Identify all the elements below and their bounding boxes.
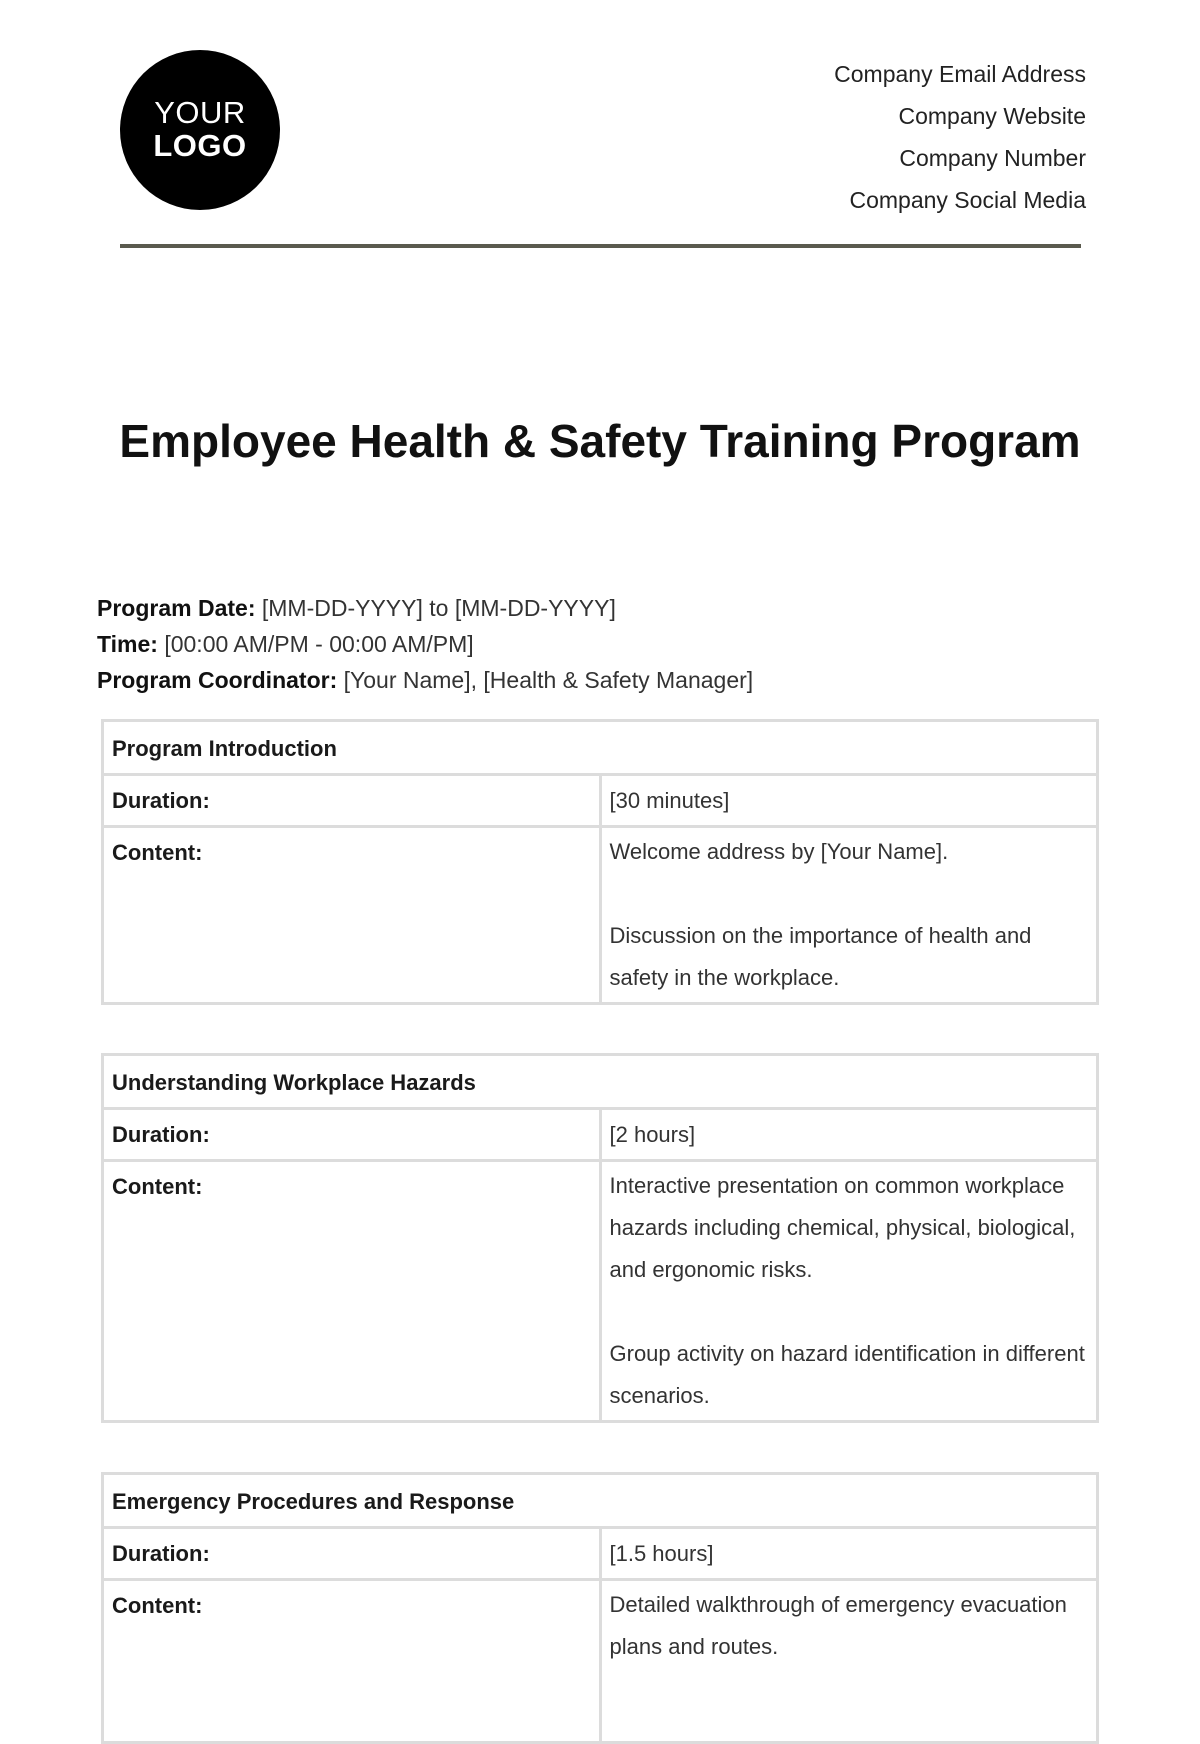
- content-paragraph: Discussion on the importance of health and safety in the workplace.: [609, 923, 1032, 990]
- content-paragraph: Welcome address by [Your Name].: [609, 839, 949, 864]
- company-number: Company Number: [899, 145, 1086, 171]
- content-value: [600, 827, 1098, 1004]
- section-heading: Understanding Workplace Hazards: [103, 1055, 1098, 1109]
- program-coordinator-label: Program Coordinator:: [97, 667, 338, 693]
- section-heading: Emergency Procedures and Response: [103, 1474, 1098, 1528]
- section-program-introduction: [101, 719, 1099, 1005]
- company-website: Company Website: [898, 103, 1086, 129]
- company-logo: [120, 50, 280, 210]
- section-heading: Program Introduction: [103, 721, 1098, 775]
- program-time-label: Time:: [97, 631, 158, 657]
- program-date-line: [97, 590, 753, 626]
- duration-value: [2 hours]: [600, 1109, 1098, 1161]
- program-date-label: Program Date:: [97, 595, 256, 621]
- program-date-value: [MM-DD-YYYY] to [MM-DD-YYYY]: [255, 595, 616, 621]
- company-contact-block: [834, 53, 1086, 221]
- section-understanding-workplace-hazards: [101, 1053, 1099, 1423]
- content-value: [600, 1161, 1098, 1422]
- content-paragraph: Group activity on hazard identification in different scenarios.: [609, 1341, 1085, 1408]
- company-social-media: Company Social Media: [849, 187, 1086, 213]
- header-divider: [120, 244, 1081, 248]
- duration-label: Duration:: [103, 1109, 601, 1161]
- program-time-line: [97, 626, 753, 662]
- content-value: [600, 1580, 1098, 1743]
- program-coordinator-line: [97, 662, 753, 698]
- duration-value: [30 minutes]: [600, 775, 1098, 827]
- logo-text-logo: LOGO: [153, 128, 247, 163]
- content-label: Content:: [103, 827, 601, 1004]
- logo-text-your: YOUR: [154, 95, 246, 131]
- company-email: Company Email Address: [834, 61, 1086, 87]
- section-emergency-procedures: [101, 1472, 1099, 1744]
- duration-label: Duration:: [103, 775, 601, 827]
- document-title: Employee Health & Safety Training Program: [119, 415, 1081, 467]
- content-paragraph: Detailed walkthrough of emergency evacuation plans and routes.: [609, 1592, 1067, 1659]
- content-label: Content:: [103, 1161, 601, 1422]
- duration-value: [1.5 hours]: [600, 1528, 1098, 1580]
- duration-label: Duration:: [103, 1528, 601, 1580]
- content-label: Content:: [103, 1580, 601, 1743]
- content-paragraph: Interactive presentation on common workplace hazards including chemical, physical, biological, and ergonomic risks.: [609, 1173, 1076, 1282]
- program-coordinator-value: [Your Name], [Health & Safety Manager]: [337, 667, 754, 693]
- program-time-value: [00:00 AM/PM - 00:00 AM/PM]: [157, 631, 474, 657]
- program-meta: [97, 590, 753, 698]
